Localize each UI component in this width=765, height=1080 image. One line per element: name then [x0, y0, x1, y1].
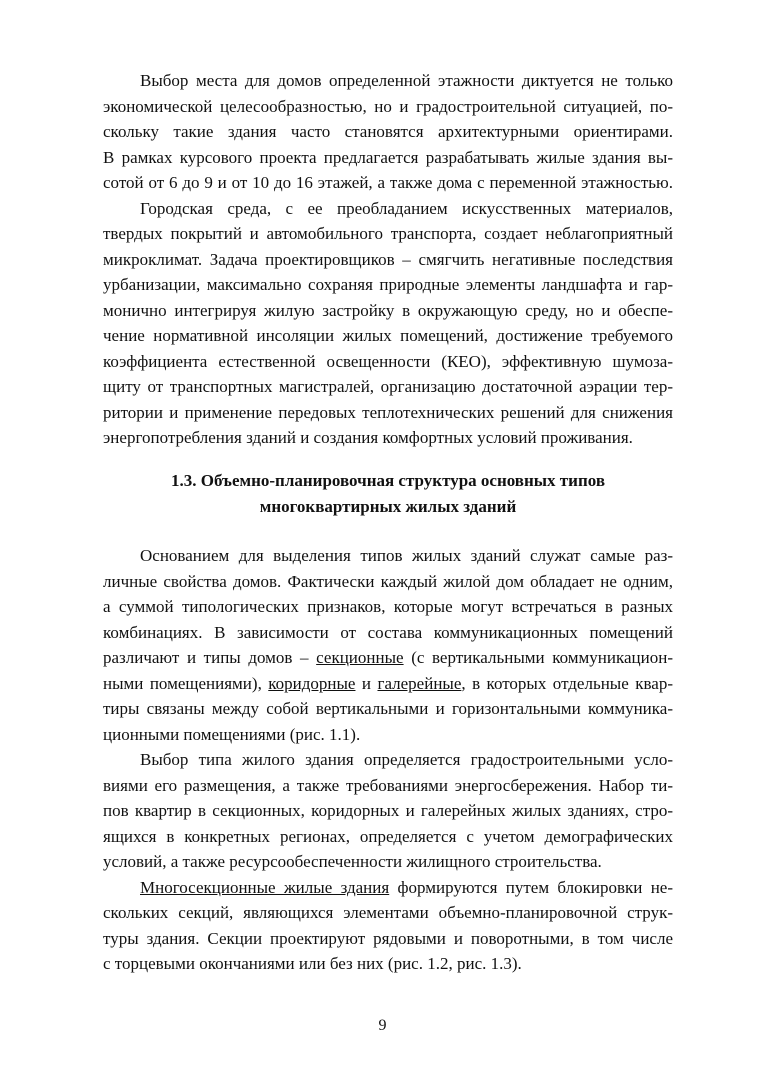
text-line: пов квартир в секционных, коридорных и галерейных жилых зданиях, стро-: [103, 801, 673, 820]
paragraph-4: [103, 747, 673, 875]
text-line: а суммой типологических признаков, которые могут встречаться в разных: [103, 597, 673, 616]
text-line: [103, 671, 673, 697]
heading-line: многоквартирных жилых зданий: [259, 497, 517, 516]
text-line: [103, 645, 673, 671]
text-line: щиту от транспортных магистралей, организацию достаточной аэрации тер-: [103, 377, 673, 396]
text-segment: и: [355, 673, 378, 693]
text-line: коэффициента естественной освещенности (КЕО), эффективную шумоза-: [103, 351, 673, 371]
text-line: Выбор типа жилого здания определяется градостроительными усло-: [140, 750, 673, 769]
text-line: [103, 875, 673, 901]
text-line: экономической целесообразностью, но и градостроительной ситуацией, по-: [103, 96, 673, 116]
paragraph-1: [103, 68, 673, 196]
text-segment: (с вертикальными коммуникацион-: [403, 648, 673, 667]
text-line: виями его размещения, а также требованиями энергосбережения. Набор ти-: [103, 775, 673, 795]
text-line: скольких секций, являющихся элементами объемно-планировочной струк-: [103, 903, 673, 922]
text-line: монично интегрируя жилую застройку в окружающую среду, но и обеспе-: [103, 300, 673, 320]
text-line: В рамках курсового проекта предлагается разрабатывать жилые здания вы-: [103, 147, 673, 167]
text-line: энергопотребления зданий и создания комфортных условий проживания.: [103, 428, 633, 447]
page-number: 9: [378, 1017, 387, 1034]
text-line: Городская среда, с ее преобладанием искусственных материалов,: [140, 198, 673, 218]
text-line: чение нормативной инсоляции жилых помещений, достижение требуемого: [103, 326, 673, 345]
text-line: тиры связаны между собой вертикальными и горизонтальными коммуника-: [103, 699, 673, 718]
text-segment: различают и типы домов –: [103, 648, 317, 667]
text-line: с торцевыми окончаниями или без них (рис. 1.2, рис. 1.3).: [103, 954, 522, 973]
text-line: условий, а также ресурсообеспеченности жилищного строительства.: [103, 852, 602, 871]
paragraph-2: [103, 196, 673, 451]
heading-line: 1.3. Объемно-планировочная структура основных типов: [170, 471, 606, 490]
text-line: твердых покрытий и автомобильного транспорта, создает неблагоприятный: [103, 224, 673, 243]
text-line: Выбор места для домов определенной этажности диктуется не только: [140, 71, 673, 90]
text-segment: формируются путем блокировки не-: [389, 877, 673, 897]
text-line: ящихся в конкретных регионах, определяется с учетом демографических: [103, 826, 673, 846]
text-line: ритории и применение передовых теплотехнических решений для снижения: [103, 402, 673, 422]
term-gallery: галерейные: [377, 673, 462, 693]
text-line: сотой от 6 до 9 и от 10 до 16 этажей, а также дома с переменной этажностью.: [103, 173, 673, 192]
text-line: личные свойства домов. Фактически каждый жилой дом обладает не одним,: [103, 571, 673, 591]
section-heading: [103, 468, 673, 520]
term-sectional: секционные: [316, 648, 404, 667]
paragraph-3: [103, 543, 673, 747]
text-line: ционными помещениями (рис. 1.1).: [103, 724, 361, 744]
text-line: комбинациях. В зависимости от состава коммуникационных помещений: [103, 622, 673, 642]
text-line: туры здания. Секции проектируют рядовыми и поворотными, в том числе: [103, 928, 673, 948]
paragraph-5: [103, 875, 673, 977]
text-segment: , в которых отдельные квар-: [461, 673, 673, 693]
text-line: Основанием для выделения типов жилых зданий служат самые раз-: [140, 546, 673, 565]
text-line: скольку такие здания часто становятся архитектурными ориентирами.: [103, 122, 673, 141]
text-line: урбанизации, максимально сохраняя природные элементы ландшафта и гар-: [103, 275, 673, 294]
term-multisection: Многосекционные жилые здания: [140, 877, 390, 897]
text-line: микроклимат. Задача проектировщиков – смягчить негативные последствия: [103, 249, 673, 269]
term-corridor: коридорные: [268, 673, 356, 693]
text-segment: ными помещениями),: [103, 673, 269, 693]
